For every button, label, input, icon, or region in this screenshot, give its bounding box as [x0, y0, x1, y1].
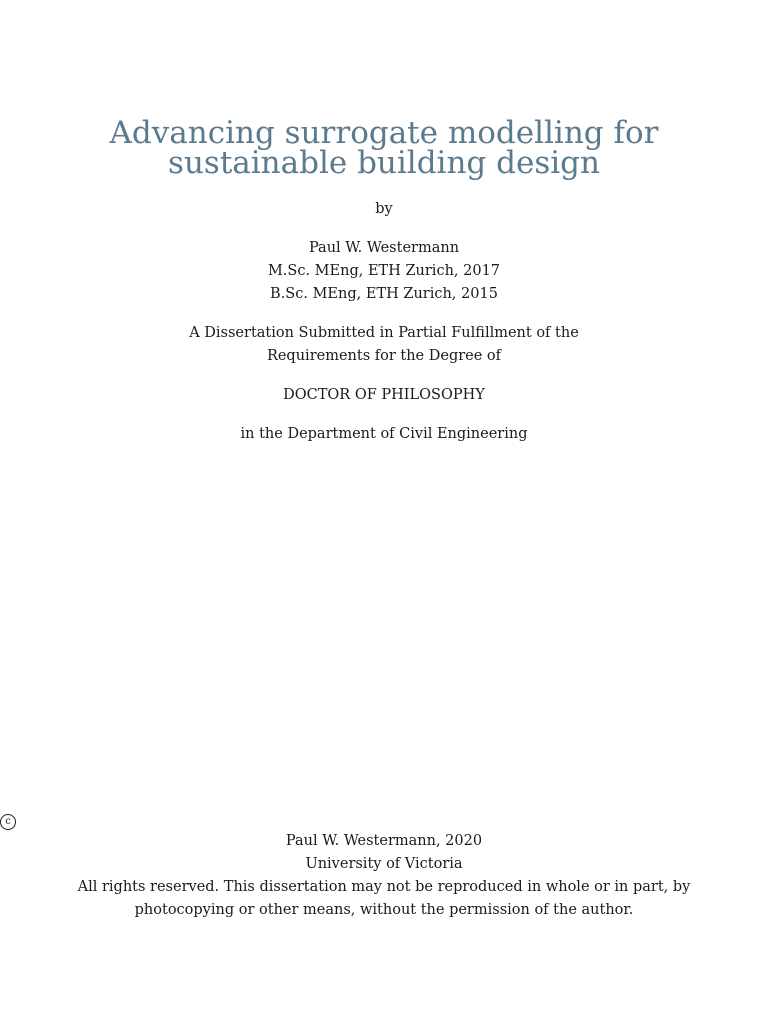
author-degree-bsc: B.Sc. MEng, ETH Zurich, 2015	[270, 286, 498, 302]
copyright-holder: Paul W. Westermann, 2020	[285, 833, 483, 849]
degree-title: DOCTOR OF PHILOSOPHY	[283, 387, 485, 403]
rights-statement	[0, 876, 768, 922]
by-label: by	[375, 201, 393, 217]
rights-line-1: All rights reserved. This dissertation may not be reproduced in whole or in part, by	[77, 879, 691, 895]
dissertation-title	[84, 115, 684, 181]
university-name: University of Victoria	[305, 856, 463, 872]
rights-line-2: photocopying or other means, without the permission of the author.	[134, 902, 634, 918]
title-line-2: sustainable building design	[168, 145, 600, 181]
department-line: in the Department of Civil Engineering	[240, 426, 528, 442]
author-name: Paul W. Westermann	[308, 240, 460, 256]
submission-statement	[0, 322, 768, 368]
submission-line-1: A Dissertation Submitted in Partial Fulfillment of the	[189, 325, 579, 341]
copyright-block	[0, 814, 768, 876]
copyright-icon: c	[0, 814, 16, 830]
title-line-1: Advancing surrogate modelling for	[109, 115, 659, 151]
copyright-line	[0, 814, 768, 853]
author-degree-msc: M.Sc. MEng, ETH Zurich, 2017	[267, 263, 501, 279]
submission-line-2: Requirements for the Degree of	[266, 348, 502, 364]
author-block	[0, 237, 768, 306]
